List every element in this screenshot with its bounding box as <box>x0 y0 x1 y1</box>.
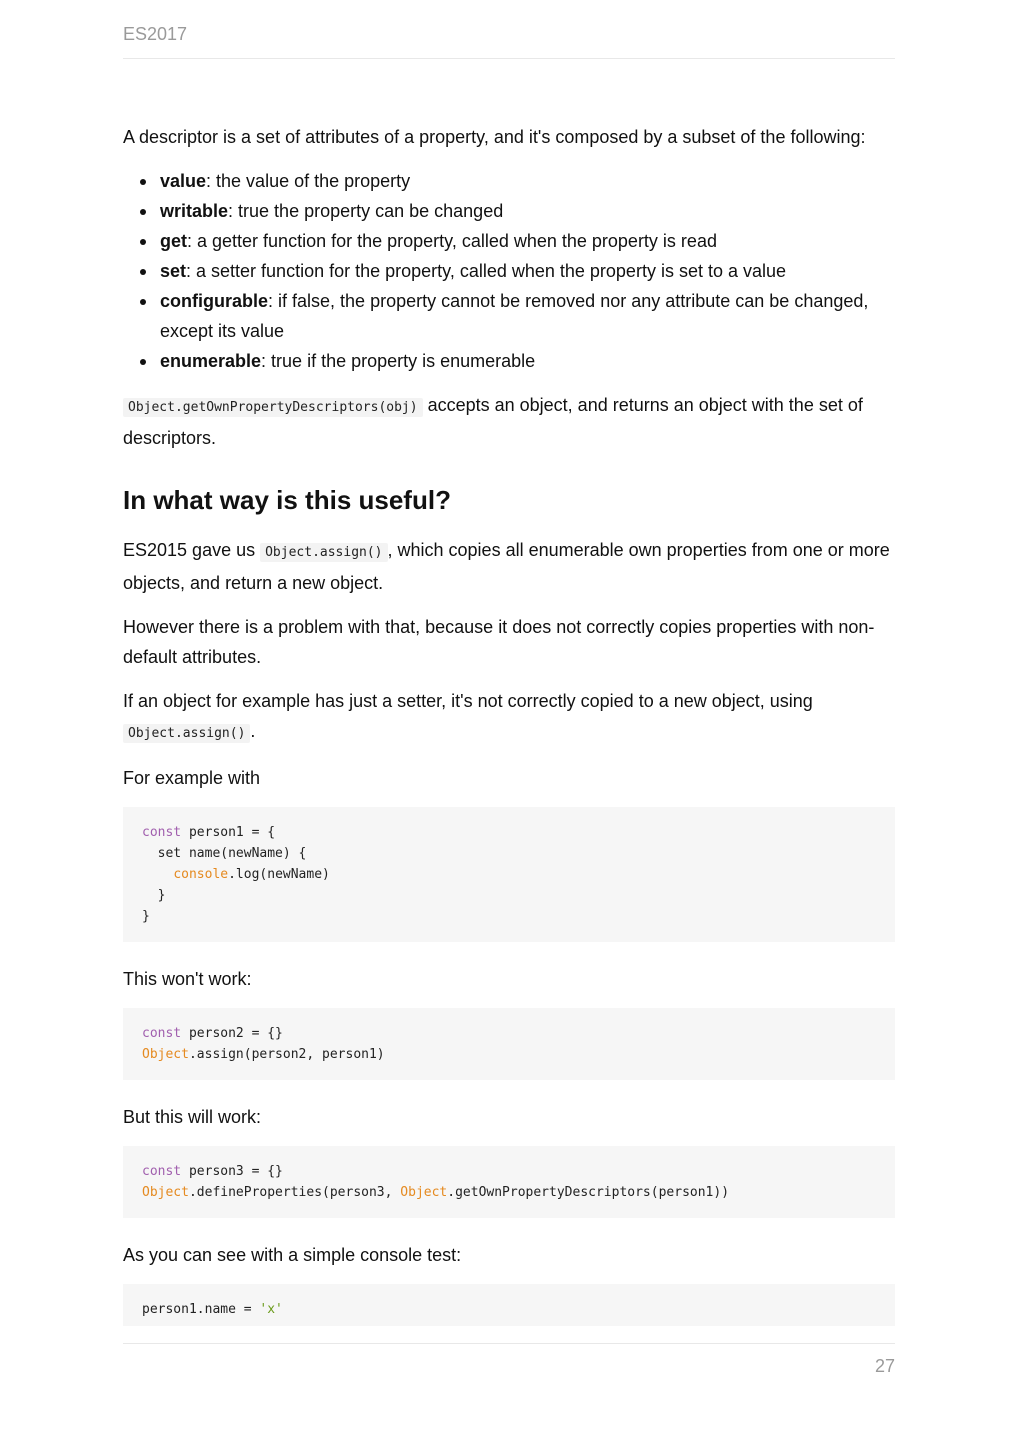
code-text: } <box>142 888 166 903</box>
attribute-name: configurable <box>160 291 269 311</box>
paragraph-text: accepts an object, and returns an object with the set of descriptors. <box>123 395 863 448</box>
console-label: As you can see with a simple console test: <box>123 1245 462 1265</box>
code-string: 'x' <box>259 1302 283 1317</box>
footer-divider <box>123 1343 895 1344</box>
code-text: person1 = { <box>181 825 276 840</box>
code-block-person3 <box>123 1146 895 1218</box>
code-block-console <box>123 1284 895 1326</box>
setter-paragraph <box>123 686 895 749</box>
code-text: set name(newName) { <box>142 846 307 861</box>
list-item <box>160 286 895 346</box>
example-label: For example with <box>123 768 261 788</box>
will-work-label: But this will work: <box>123 1107 262 1127</box>
code-text <box>142 867 173 882</box>
code-text: person3 = {} <box>181 1164 283 1179</box>
attribute-desc: : a getter function for the property, called when the property is read <box>187 231 717 251</box>
intro-paragraph: A descriptor is a set of attributes of a property, and it's composed by a subset of the following: <box>123 127 866 147</box>
descriptors-paragraph <box>123 390 895 453</box>
header-divider <box>123 58 895 59</box>
code-keyword: const <box>142 825 182 840</box>
code-text: person1.name = <box>142 1302 260 1317</box>
code-text: } <box>142 909 150 924</box>
paragraph-text: If an object for example has just a setter, it's not correctly copied to a new object, using <box>123 691 813 711</box>
inline-code: Object.assign() <box>260 543 387 562</box>
es2015-paragraph <box>123 535 895 598</box>
code-text: .defineProperties(person3, <box>188 1185 401 1200</box>
code-text: .getOwnPropertyDescriptors(person1)) <box>447 1185 730 1200</box>
attribute-desc: : if false, the property cannot be removed nor any attribute can be changed, except its value <box>160 291 869 341</box>
problem-paragraph: However there is a problem with that, because it does not correctly copies properties with non-default attributes. <box>123 617 875 667</box>
paragraph-text: . <box>250 721 256 741</box>
page-number: 27 <box>874 1356 895 1376</box>
attribute-name: enumerable <box>160 351 262 371</box>
code-keyword: const <box>142 1026 182 1041</box>
list-item <box>160 256 895 286</box>
running-header: ES2017 <box>123 24 188 44</box>
code-builtin: console <box>173 867 229 882</box>
list-item <box>160 196 895 226</box>
code-block-person2 <box>123 1008 895 1080</box>
code-builtin: Object <box>142 1047 189 1062</box>
attribute-name: get <box>160 231 187 251</box>
code-builtin: Object <box>400 1185 448 1200</box>
section-heading: In what way is this useful? <box>123 485 451 515</box>
attribute-name: writable <box>160 201 229 221</box>
list-item <box>160 226 895 256</box>
attribute-desc: : true the property can be changed <box>228 201 504 221</box>
inline-code: Object.getOwnPropertyDescriptors(obj) <box>123 398 423 417</box>
code-text: .assign(person2, person1) <box>188 1047 385 1062</box>
inline-code: Object.assign() <box>123 724 250 743</box>
code-text: .log(newName) <box>228 867 330 882</box>
code-block-person1 <box>123 807 895 942</box>
code-text: person2 = {} <box>181 1026 283 1041</box>
code-builtin: Object <box>142 1185 189 1200</box>
list-item <box>160 346 895 376</box>
paragraph-text: , which copies all enumerable own properties from one or more objects, and return a new object. <box>123 540 890 593</box>
paragraph-text: ES2015 gave us <box>123 540 261 560</box>
attribute-desc: : true if the property is enumerable <box>261 351 536 371</box>
attribute-desc: : a setter function for the property, called when the property is set to a value <box>186 261 787 281</box>
code-keyword: const <box>142 1164 182 1179</box>
wont-work-label: This won't work: <box>123 969 252 989</box>
page-content <box>123 122 895 1348</box>
attribute-name: set <box>160 261 187 281</box>
attribute-name: value <box>160 171 207 191</box>
attribute-list <box>123 166 895 376</box>
list-item <box>160 166 895 196</box>
attribute-desc: : the value of the property <box>206 171 411 191</box>
